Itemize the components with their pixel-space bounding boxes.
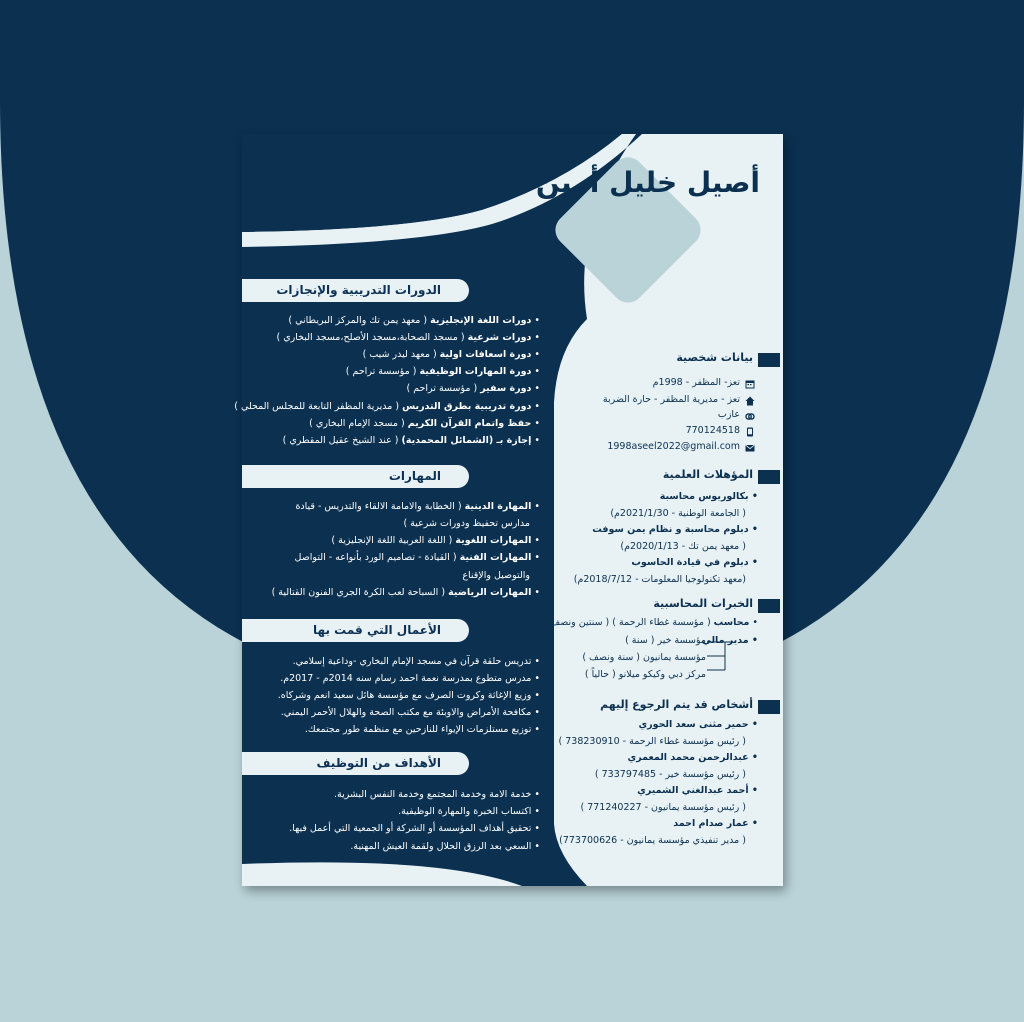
list-item: • دورة اسعافات اولية ( معهد ليدر شيب ) bbox=[362, 349, 540, 360]
list-item-detail: (معهد تكنولوجيا المعلومات - 2018/7/12م) bbox=[573, 574, 746, 585]
section-marker bbox=[758, 599, 780, 613]
list-item: • دبلوم في قيادة الحاسوب bbox=[631, 557, 758, 568]
page-title: أصيل خليل أمين فرحان bbox=[435, 166, 760, 199]
list-item-continuation: والتوصيل والإقناع bbox=[462, 570, 530, 581]
list-item: • دبلوم محاسبة و نظام يمن سوفت bbox=[592, 524, 758, 535]
list-item: • محاسب ( مؤسسة غطاء الرحمة ) ( سنتين ونصف ) bbox=[543, 617, 758, 628]
home-icon bbox=[745, 396, 755, 406]
list-item: • دورة المهارات الوظيفية ( مؤسسة تراحم ) bbox=[345, 366, 540, 377]
calendar-icon bbox=[745, 379, 755, 389]
list-item-detail: ( مدير تنفيذي مؤسسة يمانيون - 773700626) bbox=[559, 835, 746, 846]
phone: 770124518 bbox=[685, 425, 740, 436]
list-item: • دورة تدريبية بطرق التدريس ( مديرية المظفر التابعة للمجلس المحلي ) bbox=[234, 401, 540, 412]
list-item-detail: ( رئيس مؤسسة غطاء الرحمة - 738230910 ) bbox=[558, 736, 746, 747]
list-item: • المهارات الرياضية ( السباحة لعب الكرة الجري الفنون القتالية ) bbox=[271, 587, 540, 598]
section-header-goals: الأهداف من التوظيف bbox=[242, 752, 469, 775]
list-item: • أحمد عبدالغني الشميري bbox=[637, 785, 758, 796]
list-item: • مدير مالي bbox=[701, 635, 758, 646]
list-item: • عمار صدام احمد bbox=[673, 818, 758, 829]
list-item-detail: ( الجامعة الوطنية - 2021/1/30م) bbox=[610, 508, 746, 519]
email-icon bbox=[745, 443, 755, 453]
rings-icon bbox=[745, 411, 755, 421]
list-item-detail: ( رئيس مؤسسة خير - 733797485 ) bbox=[594, 769, 746, 780]
list-item: • إجازة بـ (الشمائل المحمدية) ( عند الشيخ عقيل المقطري ) bbox=[282, 435, 540, 446]
list-item-continuation: مدارس تحفيظ ودورات شرعية ) bbox=[403, 518, 530, 529]
list-item: • خدمة الامة وخدمة المجتمع وخدمة النفس البشرية. bbox=[333, 789, 540, 800]
section-header-references: أشخاص قد يتم الرجوع إليهم bbox=[600, 698, 753, 711]
list-item: • دورات اللغة الإنجليزية ( معهد يمن تك والمركز البريطاني ) bbox=[288, 315, 540, 326]
section-header-courses: الدورات التدريبية والإنجازات bbox=[242, 279, 469, 302]
employer: مركز دبي وكيكو ميلانو ( حالياً ) bbox=[584, 669, 706, 680]
email: 1998aseel2022@gmail.com bbox=[607, 441, 740, 452]
list-item: • عبدالرحمن محمد المعمري bbox=[627, 752, 758, 763]
list-item: • حفظ واتمام القرآن الكريم ( مسجد الإمام البخاري ) bbox=[309, 418, 540, 429]
employer: مؤسسة يمانيون ( سنة ونصف ) bbox=[582, 652, 706, 663]
bracket-lines bbox=[705, 638, 735, 678]
section-header-works: الأعمال التي قمت بها bbox=[242, 619, 469, 642]
list-item: • المهارة الدينية ( الخطابة والامامة الالقاء والتدريس - قيادة bbox=[295, 501, 540, 512]
section-marker bbox=[758, 700, 780, 714]
marital-status: عازب bbox=[717, 409, 740, 420]
list-item: • دورة سفير ( مؤسسة تراحم ) bbox=[406, 383, 540, 394]
list-item: • مدرس متطوع بمدرسة نعمة احمد رسام سنه 2014م - 2017م. bbox=[280, 673, 540, 684]
list-item: • توزيع مستلزمات الإيواء للنازحين مع منظمة طور مجتمعك. bbox=[304, 724, 540, 735]
list-item: • مكافحة الأمراض والاوبئة مع مكتب الصحة والهلال الأحمر اليمني. bbox=[280, 707, 540, 718]
section-marker bbox=[758, 470, 780, 484]
list-item: • اكتساب الخبرة والمهارة الوظيفية. bbox=[398, 806, 540, 817]
section-header-skills: المهارات bbox=[242, 465, 469, 488]
birth-info: تعز- المظفر - 1998م bbox=[652, 377, 740, 388]
address: تعز - مديرية المظفر - حارة الضربة bbox=[602, 394, 740, 405]
list-item: • بكالوريوس محاسبة bbox=[659, 491, 758, 502]
list-item-detail: ( رئيس مؤسسة يمانيون - 771240227 ) bbox=[580, 802, 746, 813]
section-header-experience: الخبرات المحاسبية bbox=[653, 597, 753, 610]
section-header-education: المؤهلات العلمية bbox=[662, 468, 753, 481]
section-marker bbox=[758, 353, 780, 367]
phone-icon bbox=[745, 427, 755, 437]
employer: مؤسسة خير ( سنة ) bbox=[625, 635, 706, 646]
list-item: • السعي بعد الرزق الحلال ولقمة العيش المهنية. bbox=[350, 841, 540, 852]
list-item: • المهارات اللغوية ( اللغة العربية اللغة الإنجليزية ) bbox=[331, 535, 540, 546]
list-item: • وزيع الإغاثة وكروت الصرف مع مؤسسة هائل سعيد انعم وشركاه. bbox=[277, 690, 540, 701]
list-item: • تحقيق أهداف المؤسسة أو الشركة أو الجمعية التي أعمل فيها. bbox=[289, 823, 540, 834]
list-item: • المهارات الفنية ( القيادة - تصاميم الورد بأنواعه - التواصل bbox=[294, 552, 540, 563]
list-item: • دورات شرعية ( مسجد الصحابة،مسجد الأصلح،مسجد البخاري ) bbox=[276, 332, 540, 343]
list-item-detail: ( معهد يمن تك - 2020/1/13م) bbox=[620, 541, 746, 552]
list-item: • تدريس حلقة قرآن في مسجد الإمام البخاري -وداعية إسلامي. bbox=[292, 656, 540, 667]
section-header-personal: بيانات شخصية bbox=[676, 351, 753, 364]
list-item: • حمير مثنى سعد الحوري bbox=[638, 719, 758, 730]
